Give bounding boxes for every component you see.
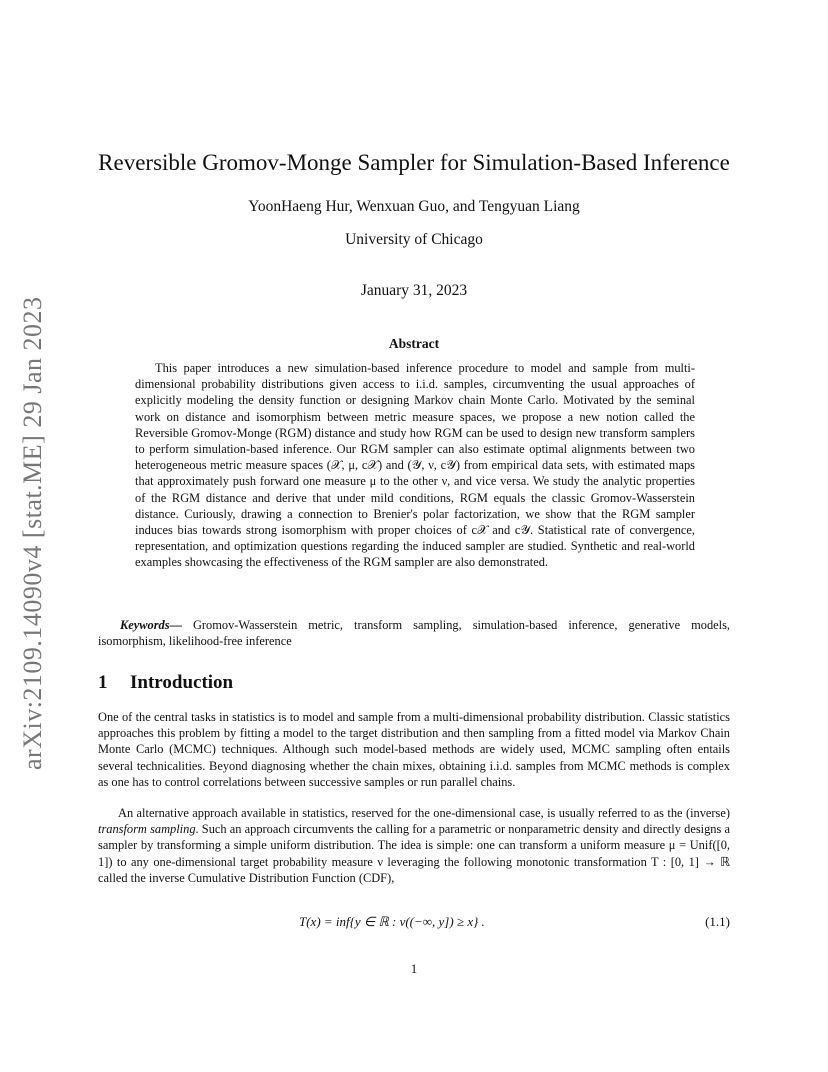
abstract-heading: Abstract (388, 336, 440, 351)
arxiv-stamp: arXiv:2109.14090v4 [stat.ME] 29 Jan 2023 (18, 296, 47, 770)
equation-body: T(x) = inf{y ∈ ℝ : ν((−∞, y]) ≥ x} . (299, 914, 485, 929)
keywords-label: Keywords— (120, 618, 182, 632)
paragraph-2-end: . Such an approach circumvents the calling for a parametric or nonparametric density and directly designs a sampler by transforming a simple uniform distribution. The idea is simple: one can transform a uniform measure μ = Unif([0, 1]) to any one-dimensional target probability measure ν leveraging the following monotonic transformation T : [0, 1] → ℝ called the inverse Cumulative Distribution Function (CDF), (98, 822, 730, 885)
paper-title: Reversible Gromov-Monge Sampler for Simulation-Based Inference (98, 150, 730, 175)
section-title: Introduction (130, 672, 234, 693)
keywords-text: Gromov-Wasserstein metric, transform sampling, simulation-based inference, generative models, isomorphism, likelihood-free inference (98, 618, 730, 649)
paragraph-2-start: An alternative approach available in statistics, reserved for the one-dimensional case, is usually referred to as the (inverse) (118, 806, 730, 820)
abstract-text: This paper introduces a new simulation-based inference procedure to model and sample from multi-dimensional probability distributions given access to i.i.d. samples, circumventing the usual approaches of explicitly modeling the density function or designing Markov chain Monte Carlo. Motivated by the seminal work on distance and isomorphism between metric measure spaces, we propose a new notion called the Reversible Gromov-Monge (RGM) distance and study how RGM can be used to design new transform samplers to perform simulation-based inference. Our RGM sampler can also estimate optimal alignments between two heterogeneous metric measure spaces (𝒳, μ, c𝒳) and (𝒴, ν, c𝒴) from empirical data sets, with estimated maps that approximately push forward one measure μ to the other ν, and vice versa. We study the analytic properties of the RGM distance and derive that under mild conditions, RGM equals the classic Gromov-Wasserstein distance. Curiously, drawing a connection to Brenier's polar factorization, we show that the RGM sampler induces bias towards strong isomorphism with proper choices of c𝒳 and c𝒴. Statistical rate of convergence, representation, and optimization questions regarding the induced sampler are studied. Synthetic and real-world examples showcasing the effectiveness of the RGM sampler are also demonstrated. (135, 361, 695, 570)
intro-paragraph-2 (98, 805, 730, 886)
section-heading (98, 672, 233, 694)
equation-number: (1.1) (705, 914, 730, 929)
section-number: 1 (98, 672, 108, 693)
paragraph-2-emphasis: transform sampling (98, 822, 196, 837)
author-list: YoonHaeng Hur, Wenxuan Guo, and Tengyuan Liang (248, 198, 580, 215)
page-number: 1 (410, 961, 418, 976)
publication-date: January 31, 2023 (360, 282, 468, 299)
affiliation: University of Chicago (345, 231, 483, 248)
keywords (98, 617, 730, 649)
intro-paragraph-1: One of the central tasks in statistics is to model and sample from a multi-dimensional probability distribution. Classic statistics approaches this problem by fitting a model to the target distribution and then sampling from a fitted model via Markov Chain Monte Carlo (MCMC) techniques. Although such model-based methods are widely used, MCMC sampling often entails several technicalities. Beyond diagnosing whether the chain mixes, obtaining i.i.d. samples from MCMC methods is complex as one has to control correlations between successive samples or run parallel chains. (98, 710, 730, 789)
